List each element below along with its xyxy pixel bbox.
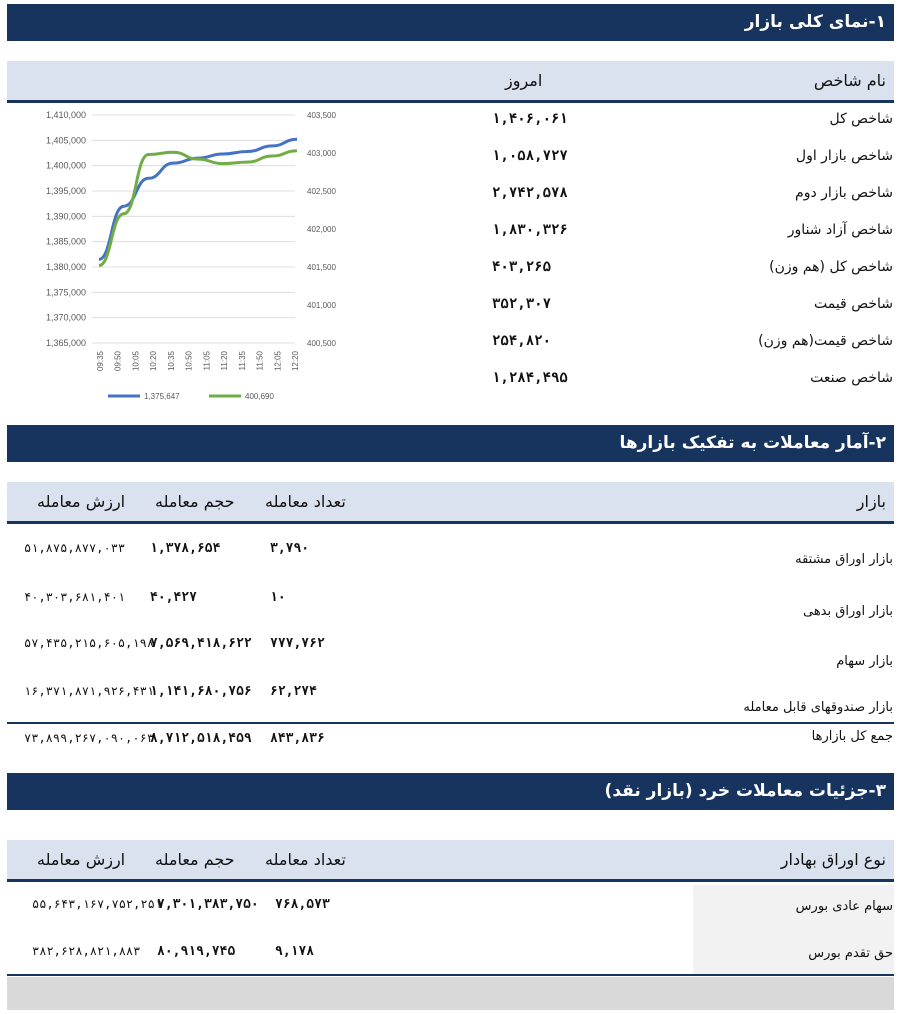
left-tick-label: 1,390,000 [45,211,86,222]
index-value: ۱,۲۸۴,۴۹۵ [492,370,568,386]
index-name: شاخص صنعت [810,370,893,386]
col-volume: حجم معامله [155,492,235,511]
market-name: بازار اوراق بدهی [802,604,893,619]
section2-header [7,482,894,524]
right-tick-label: 403,500 [307,111,336,120]
section2-title: ۲-آمار معاملات به تفکیک بازارها [7,425,894,462]
market-value: ۵۷,۴۳۵,۲۱۵,۶۰۵,۱۹۸ [24,636,155,650]
retail-total-row [7,977,894,1010]
index-value: ۱,۰۵۸,۷۲۷ [492,148,568,164]
x-tick-label: 12:05 [273,351,283,372]
market-value: ۵۱,۸۷۵,۸۷۷,۰۳۳ [24,541,126,555]
security-name: سهام عادی بورس [795,899,893,914]
x-tick-label: 11:50 [255,351,265,371]
col-market: بازار [856,492,886,511]
index-value: ۲,۷۴۲,۵۷۸ [492,185,568,201]
security-volume: ۷,۳۰۱,۳۸۳,۷۵۰ [157,897,259,912]
market-name: بازار سهام [836,654,893,669]
index-name: شاخص بازار اول [795,148,893,164]
col-security-type: نوع اوراق بهادار [780,850,886,869]
col-volume: حجم معامله [155,850,235,869]
index-name: شاخص کل (هم وزن) [769,259,893,275]
col-value: ارزش معامله [37,850,126,869]
security-count: ۷۶۸,۵۷۳ [275,897,330,912]
index-name: شاخص قیمت [813,296,893,312]
right-tick-label: 401,000 [307,301,336,310]
section3-title: ۳-جزئیات معاملات خرد (بازار نقد) [7,773,894,810]
total-volume: ۸,۷۱۲,۵۱۸,۴۵۹ [150,731,252,746]
market-count: ۷۷۷,۷۶۲ [270,636,325,651]
index-value: ۳۵۲,۳۰۷ [492,296,552,312]
x-tick-label: 11:35 [237,351,247,371]
x-tick-label: 12:20 [291,351,300,372]
col-today: امروز [505,71,543,90]
market-value: ۱۶,۳۷۱,۸۷۱,۹۲۶,۴۳۱ [24,684,155,698]
left-tick-label: 1,400,000 [45,160,86,171]
security-value: ۳۸۲,۶۲۸,۸۲۱,۸۸۳ [32,944,141,958]
right-tick-label: 401,500 [307,263,336,272]
x-tick-label: 11:05 [202,351,212,371]
market-name: بازار صندوقهای قابل معامله [743,700,893,715]
left-axis-ticks [46,110,86,348]
x-tick-label: 10:50 [184,351,194,372]
section3-header [7,840,894,882]
right-tick-label: 402,000 [307,225,336,234]
index-value: ۴۰۳,۲۶۵ [492,259,552,275]
x-tick-label: 09:35 [96,351,105,372]
left-tick-label: 1,370,000 [45,312,86,323]
market-count: ۳,۷۹۰ [270,541,310,556]
legend-label: 400,690 [245,392,274,401]
market-value: ۴۰,۳۰۳,۶۸۱,۴۰۱ [24,590,126,604]
index-value: ۱,۸۳۰,۳۲۶ [492,222,568,238]
left-tick-label: 1,380,000 [45,262,86,272]
col-count: تعداد معامله [265,850,346,869]
x-tick-label: 09:50 [113,351,123,372]
left-tick-label: 1,405,000 [45,135,86,146]
right-tick-label: 402,500 [307,187,336,196]
col-count: تعداد معامله [265,492,346,511]
total-value: ۷۳,۸۹۹,۲۶۷,۰۹۰,۰۶۳ [24,731,155,745]
market-volume: ۷,۵۶۹,۴۱۸,۶۲۲ [150,636,252,651]
right-axis-ticks [307,111,336,348]
right-tick-label: 403,000 [307,149,336,158]
x-axis-ticks [96,350,300,371]
market-count: ۶۲,۲۷۴ [270,684,317,699]
security-volume: ۸۰,۹۱۹,۷۴۵ [157,944,236,959]
left-tick-label: 1,385,000 [45,236,86,247]
right-tick-label: 400,500 [307,339,336,348]
x-tick-label: 11:20 [220,351,230,371]
index-name: شاخص کل [829,111,893,127]
x-tick-label: 10:05 [131,351,141,372]
col-value: ارزش معامله [37,492,126,511]
retail-total-divider [7,974,894,976]
index-name: شاخص آزاد شناور [787,222,893,238]
chart-gridlines [92,115,295,343]
left-tick-label: 1,375,000 [45,287,86,298]
security-name: حق تقدم بورس [808,946,893,961]
index-value: ۲۵۴,۸۲۰ [492,333,552,349]
market-name: بازار اوراق مشتقه [795,552,893,567]
section1-title: ۱-نمای کلی بازار [7,4,894,41]
market-volume: ۱,۱۴۱,۶۸۰,۷۵۶ [150,684,252,699]
x-tick-label: 10:20 [149,351,159,372]
index-chart [10,104,345,409]
section1-header [7,61,894,103]
market-count: ۱۰ [270,590,286,605]
security-count: ۹,۱۷۸ [275,944,315,959]
total-divider [7,722,894,724]
index-name: شاخص بازار دوم [795,185,893,201]
col-index-name: نام شاخص [813,71,886,90]
market-volume: ۴۰,۴۲۷ [150,590,197,605]
left-tick-label: 1,365,000 [45,338,86,348]
series-line-1 [99,151,297,266]
total-name: جمع کل بازارها [811,729,893,744]
chart-legend [108,392,274,401]
security-value: ۵۵,۶۴۳,۱۶۷,۷۵۲,۲۵۱ [32,897,163,911]
index-value: ۱,۴۰۶,۰۶۱ [492,111,568,127]
market-volume: ۱,۳۷۸,۶۵۴ [150,541,221,556]
x-tick-label: 10:35 [166,351,176,372]
left-tick-label: 1,395,000 [45,186,86,196]
total-count: ۸۴۳,۸۳۶ [270,731,325,746]
left-tick-label: 1,410,000 [45,110,86,120]
legend-label: 1,375,647 [144,392,180,401]
index-name: شاخص قیمت(هم وزن) [758,333,893,349]
chart-series-lines [99,139,297,265]
